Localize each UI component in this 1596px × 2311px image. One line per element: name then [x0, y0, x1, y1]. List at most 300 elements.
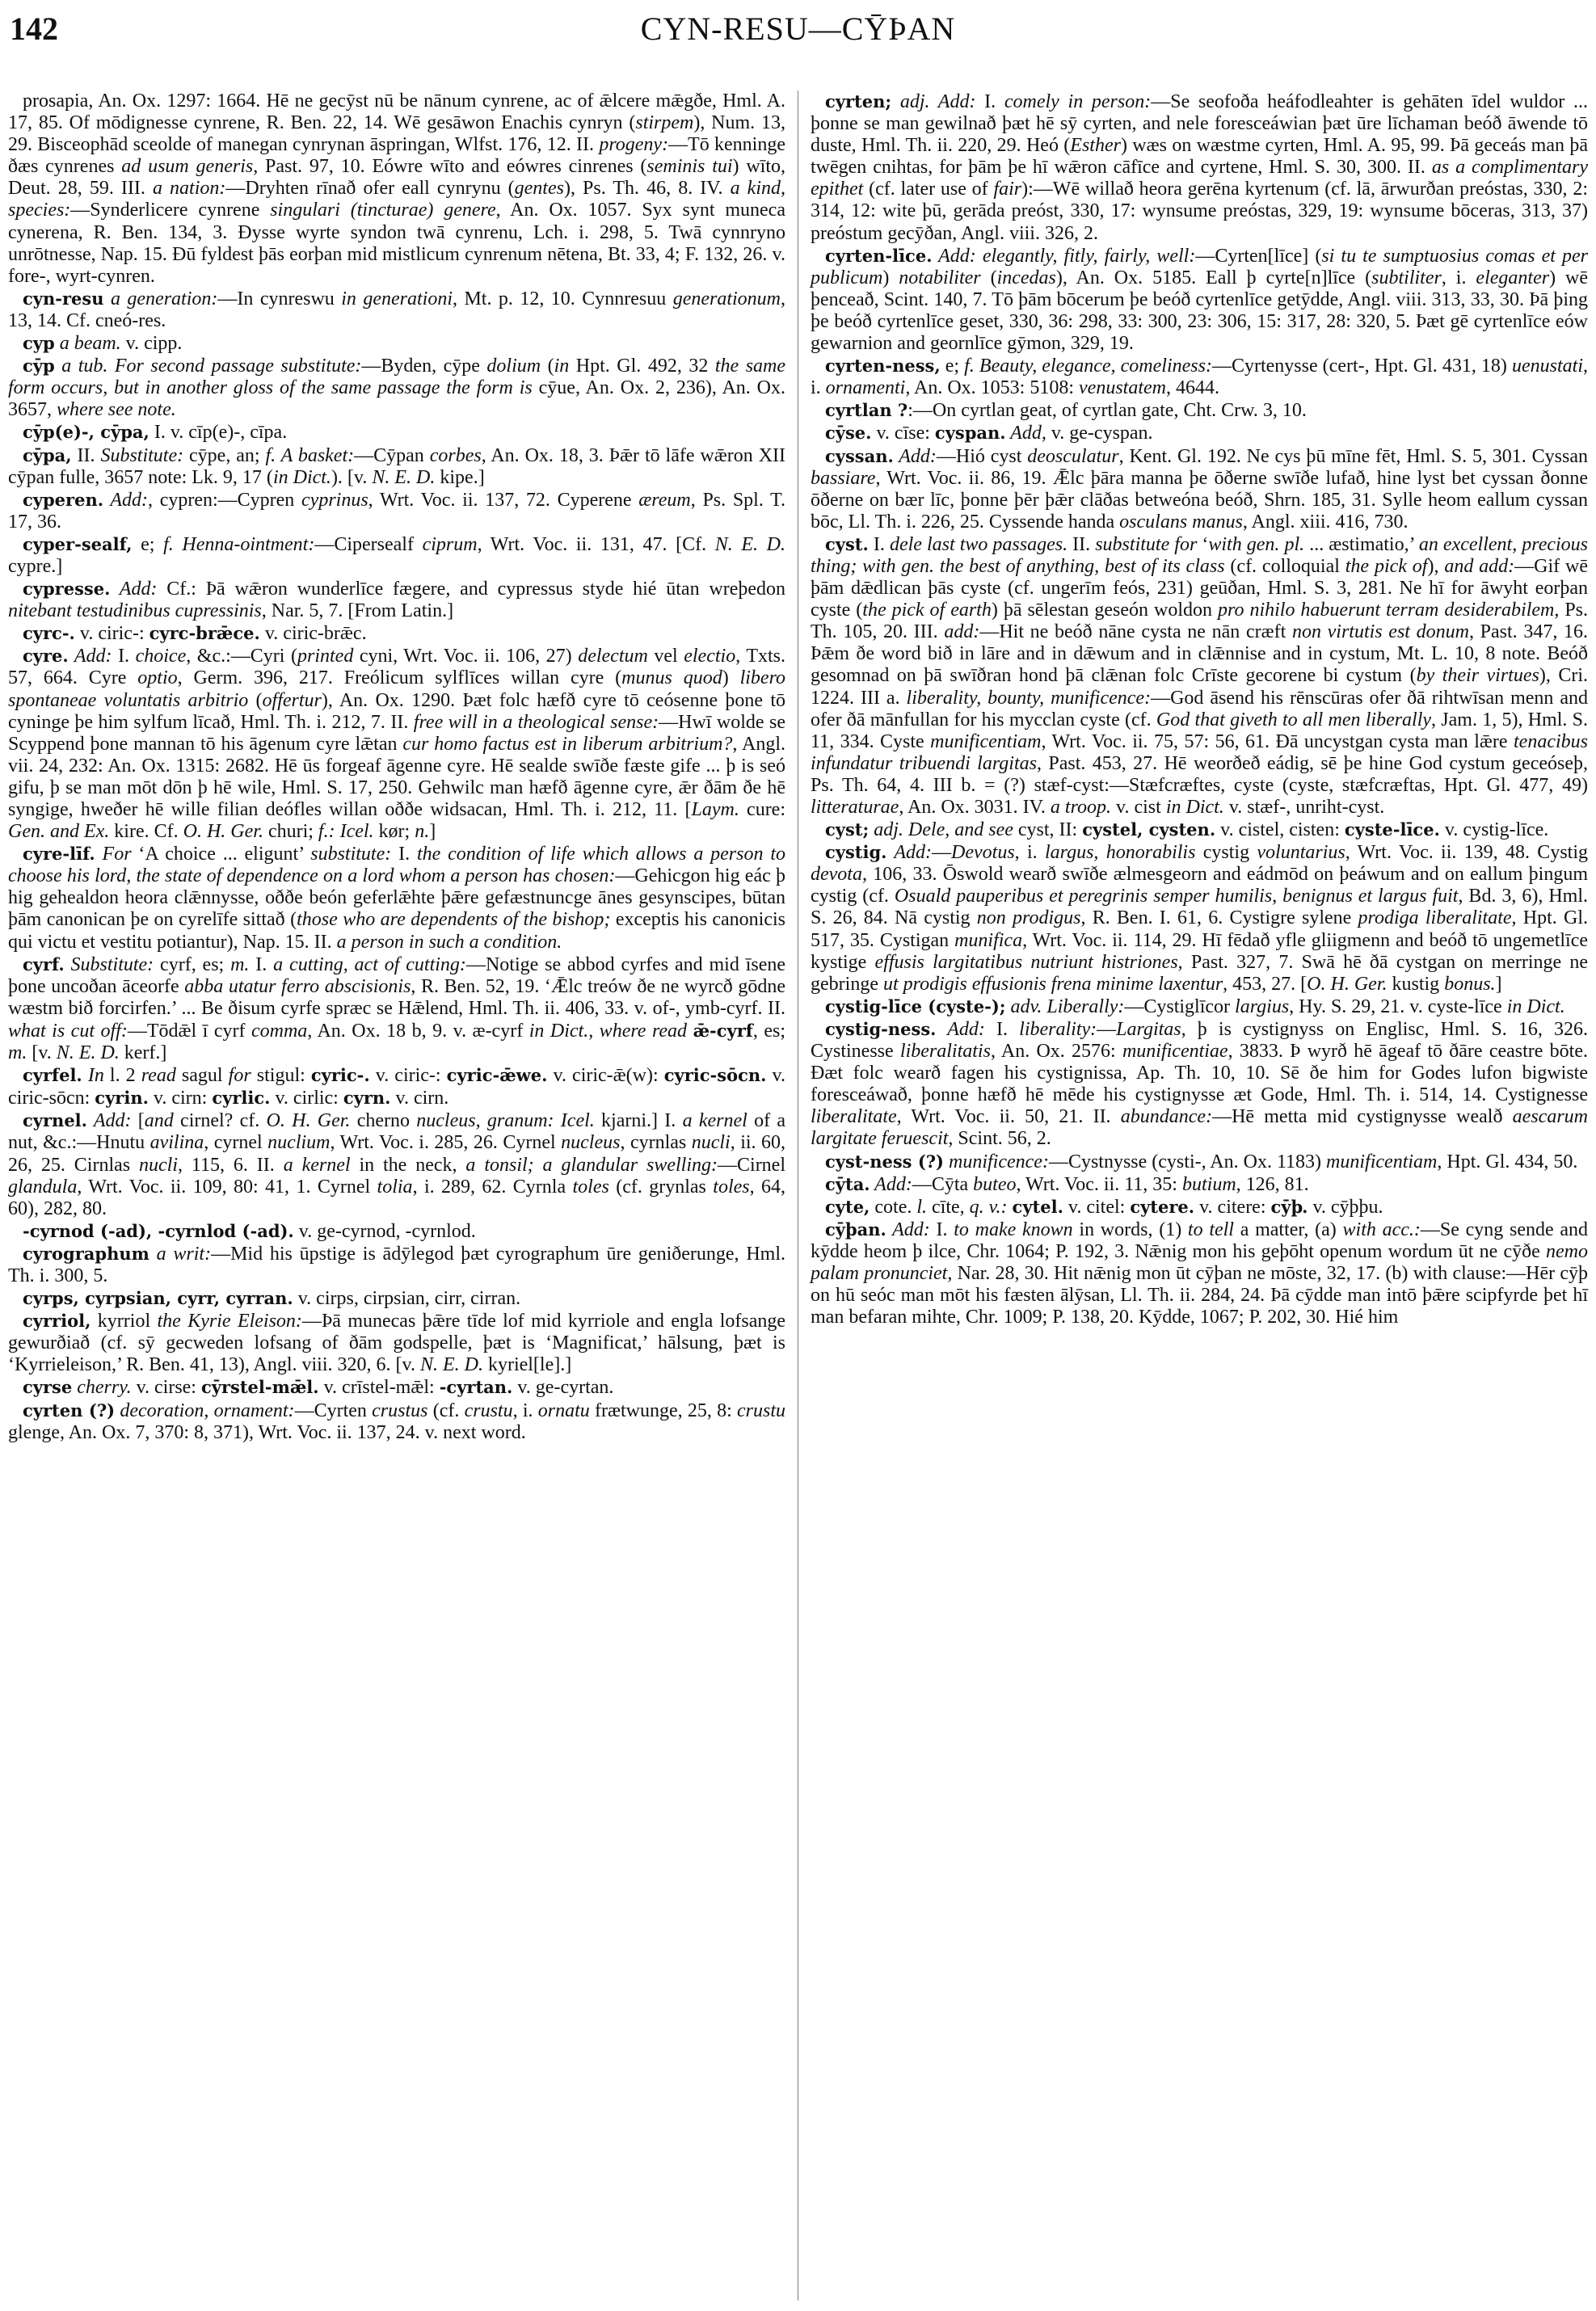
entry-text: cherno: [350, 1110, 417, 1132]
italic-text: Largitas: [1116, 1018, 1181, 1040]
italic-text: electio: [684, 646, 736, 667]
italic-text: nuclium: [267, 1132, 331, 1154]
italic-text: Laym.: [691, 799, 739, 820]
entry-text: , 4644.: [1166, 377, 1219, 399]
italic-text: munus quod: [621, 667, 722, 689]
italic-text: devota: [811, 864, 862, 886]
entry-text: —Gehicgon hig eác þ hig gehealdon heora clǣnnysse, oððe beón geferlǣhte þǣre gefæstnuncge ānes gesynscipes, būtan þām canonican þe on cyrelīfe sittað (: [8, 865, 785, 931]
entry-text: , i.: [512, 1400, 538, 1421]
italic-text: prodiga liberalitate: [1358, 907, 1512, 929]
entry-text: , 3833. Þ wyrð hē āgeaf tō ðāre ceastre bōte. Ðæt folc wearð fagen his cystignissa, Ap. Th. 10, 10. Sē ðe him for Godes lufon bigwiste foresceáwað, þonne hæfð hē mēde his cystignysse æt Gode, Hml. Th. i. 514, 14. Cystignesse: [811, 1041, 1589, 1106]
dictionary-entry: [811, 1151, 1588, 1173]
entry-text: v. cirps, cirpsian, cirr, cirran.: [293, 1288, 521, 1310]
italic-text: avilina: [149, 1132, 204, 1154]
entry-text: —Tōdǣl ī cyrf: [127, 1020, 251, 1042]
headword: cȳþan.: [825, 1219, 886, 1240]
dictionary-entry: [8, 489, 785, 533]
entry-text: cirnel? cf.: [173, 1110, 267, 1132]
italic-text: a person in such a condition.: [336, 931, 562, 953]
italic-text: aescarum largitate feruescit: [811, 1106, 1588, 1150]
italic-text: fair: [993, 179, 1022, 200]
headword: cyrps, cyrpsian, cyrr, cyrran.: [23, 1288, 293, 1309]
italic-text: where see note.: [57, 399, 176, 421]
entry-text: v. ge-cyrnod, -cyrnlod.: [293, 1220, 476, 1242]
italic-text: bassiare: [811, 467, 876, 489]
italic-text: a beam.: [54, 333, 121, 355]
entry-text: prosapia: [23, 91, 89, 112]
italic-text: munifica: [954, 929, 1023, 951]
italic-text: Add:: [886, 842, 933, 864]
italic-text: nucleus, granum: Icel.: [416, 1110, 595, 1132]
entry-text: —Hió cyst: [936, 445, 1028, 467]
italic-text: Add,: [1005, 423, 1046, 444]
entry-text: ) wē þenceað, Scint. 140, 7. Tō þām bōcerum þe beóð cyrtenlīce getȳdde, Angl. viii. 313, 33, 30. Þā þing þe beóð cyrtenlīce geset, 330, 36: 298, 33: 300, 23: 306, 15: 317, 28: 320, 5. Þæt gē cyrtenlīce eów gewarnion and geornlīce gȳmon, 329, 19.: [811, 267, 1588, 355]
entry-text: vel: [647, 646, 684, 667]
headword: cystig-ness.: [825, 1018, 937, 1039]
headword: cȳrstel-mǣl.: [200, 1377, 319, 1398]
entry-text: cystig: [1195, 842, 1257, 864]
entry-text: , ii. 60, 26, 25. Cirnlas: [8, 1132, 785, 1176]
entry-text: ) wæs on wæstme cyrten, Hml. A. 95, 99. Þā geceás man þā twēgen cnihtas, for þām þe hī wǣron cāfīce and cyrtene, Hml. S. 30, 300. II.: [811, 135, 1588, 179]
entry-text: —Cyrten[līce] (: [1195, 245, 1322, 267]
entry-text: (: [541, 356, 554, 377]
italic-text: a kind, species:: [8, 178, 785, 221]
entry-text: , 115, 6. II.: [178, 1154, 284, 1176]
italic-text: ornamenti: [825, 377, 906, 399]
dictionary-entry: [8, 645, 785, 843]
italic-text: Add:: [68, 646, 112, 667]
headword: cyric-ǣwe.: [446, 1065, 548, 1086]
italic-text: Substitute:: [100, 444, 184, 466]
entry-text: , cypren:—Cypren: [147, 489, 302, 511]
entry-text: v. cīse:: [871, 423, 935, 444]
entry-text: , 64, 60), 282, 80.: [8, 1176, 785, 1219]
italic-text: uenustati: [1512, 356, 1583, 377]
italic-text: a tub. For second passage substitute:: [54, 356, 362, 377]
entry-text: —In cynreswu: [217, 288, 342, 309]
italic-text: Add:: [870, 1173, 912, 1195]
entry-text: —Synderlicere cynrene: [70, 200, 271, 221]
entry-text: —Hwī wolde se Scyppend þone mannan tō his āgenum cyre lǣtan: [8, 711, 785, 755]
italic-text: largius: [1235, 996, 1290, 1017]
italic-text: progeny:: [599, 134, 669, 156]
italic-text: adj. Dele, and see: [869, 819, 1013, 841]
italic-text: f.: Icel.: [318, 821, 374, 843]
dictionary-entry: [811, 1219, 1588, 1328]
headword: -cyrtan.: [439, 1377, 513, 1398]
entry-text: kire. Cf.: [109, 821, 183, 843]
entry-text: , Wrt. Voc. ii. 86, 19. Ǣlc þāra manna þe ōðerne swīðe lufað, hine lyst bet cyssan ðonne ōðerne on bær līc, þonne þēr þǣr clāðas betweóna beóð, Shrn. 185, 31. Sylle heom eallum cyssan bōc, Ll. Th. i. 226, 25. Cyssende handa: [811, 467, 1588, 532]
headword: cyric-.: [310, 1065, 370, 1086]
entry-text: ‘: [1197, 533, 1209, 555]
italic-text: n.: [415, 821, 430, 843]
italic-text: ad usum generis: [121, 156, 254, 178]
italic-text: nitebant testudinibus cupressinis: [8, 600, 262, 622]
entry-text: , cyrnel: [204, 1132, 268, 1154]
italic-text: voluntarius: [1257, 842, 1345, 864]
italic-text: offertur: [262, 689, 322, 711]
italic-text: an excellent, precious thing; with gen. the best of anything, best of its class: [811, 533, 1589, 577]
entry-text: —Byden, cȳpe: [361, 356, 487, 377]
italic-text: q. v.:: [969, 1196, 1008, 1218]
entry-text: kjarni.] I.: [594, 1110, 683, 1132]
entry-text: v. citel:: [1063, 1196, 1131, 1218]
italic-text: toles: [572, 1176, 609, 1198]
italic-text: delectum: [578, 646, 648, 667]
entry-text: I.: [249, 953, 274, 975]
italic-text: Add:: [86, 1110, 132, 1132]
entry-text: —Gif wē þām dǣdlican þās cyste (cf. ungerīm feós, 231) geūðan, Hml. S. 3, 281. Ne hī for āwyht eorþan cyste (: [811, 555, 1589, 621]
entry-text: Cf.: Þā wǣron wunderlīce fægere, and cypressus styde hié ūtan wreþedon: [157, 579, 786, 600]
italic-text: toles: [713, 1176, 750, 1198]
italic-text: liberality:: [1019, 1018, 1097, 1040]
entry-text: sagul: [175, 1065, 229, 1087]
entry-text: [687, 1021, 693, 1042]
italic-text: O. H. Ger.: [183, 821, 263, 843]
italic-text: eleganter: [1476, 267, 1550, 288]
headword: cyrn.: [343, 1088, 391, 1109]
entry-text: kør;: [373, 821, 415, 843]
entry-text: , Wrt. Voc. ii. 114, 29. Hī fēdað yfle gliigmenn and beóð tō ungemetlīce kystige: [811, 929, 1588, 973]
entry-text: cyni, Wrt. Voc. ii. 106, 27): [353, 646, 579, 667]
italic-text: generationum: [672, 288, 781, 309]
italic-text: Osuald pauperibus et peregrinis semper humilis, benignus et largus fuit: [894, 886, 1459, 907]
entry-text: , Bd. 3, 6), Hml. S. 26, 84. Nā cystig: [811, 886, 1588, 929]
italic-text: Esther: [1070, 135, 1121, 157]
entry-text: cypre.]: [8, 555, 63, 577]
italic-text: read: [141, 1065, 176, 1087]
italic-text: incedas: [996, 267, 1056, 288]
entry-text: ): [882, 267, 899, 288]
italic-text: singulari (tincturae) genere: [270, 200, 496, 221]
headword: cȳp: [23, 356, 55, 377]
headword: cȳþ.: [1270, 1196, 1308, 1217]
italic-text: a cutting, act of cutting:: [273, 953, 466, 975]
dictionary-entry: [8, 1376, 785, 1399]
italic-text: dolium: [486, 356, 541, 377]
headword: cyrc-brǣce.: [149, 623, 260, 644]
italic-text: f. A basket:: [265, 444, 355, 466]
entry-text: I.: [112, 646, 136, 667]
headword: cyrnel.: [23, 1110, 87, 1131]
entry-text: glenge, An. Ox. 7, 370: 8, 371), Wrt. Voc. ii. 137, 24. v. next word.: [8, 1421, 526, 1443]
dictionary-entry: [8, 332, 785, 355]
italic-text: the Kyrie Eleison:: [157, 1311, 302, 1332]
headword: ǣ-cyrf: [693, 1020, 753, 1041]
italic-text: cyprinus: [301, 489, 368, 511]
entry-text: —Cipersealf: [314, 533, 423, 555]
entry-text: II.: [1068, 533, 1096, 555]
entry-text: —Cystiglīcor: [1124, 996, 1236, 1017]
dictionary-entry: [8, 1400, 785, 1444]
entry-text: in the neck,: [350, 1154, 466, 1176]
headword: cyst;: [825, 819, 870, 840]
italic-text: N. E. D.: [419, 1354, 483, 1376]
entry-text: ) þā sēlestan geseón woldon: [991, 600, 1219, 621]
italic-text: Add:: [893, 445, 937, 467]
italic-text: choice: [135, 646, 187, 667]
left-column: [8, 91, 785, 1444]
italic-text: tenacibus infundatur tribuendi largitas: [811, 730, 1588, 774]
italic-text: stirpem: [635, 112, 694, 134]
dictionary-entry: [8, 953, 785, 1064]
headword: cȳta.: [825, 1173, 870, 1194]
entry-text: , An. Ox. 1297: 1664. Hē ne gecȳst nū be nānum cynrene, ac of ǣlcere mǣgðe, Hml. A. 17, 85. Of mōdignesse cynrene, R. Ben. 22, 14. Wē gesāwon Enachis cynryn (: [8, 91, 785, 134]
dictionary-entry: [8, 533, 785, 578]
headword: cyrten-ness,: [825, 356, 941, 377]
entry-text: —Hē metta mid cystignysse wealð: [1212, 1106, 1513, 1128]
dictionary-entry: [8, 578, 785, 622]
entry-text: , Wrt. Voc. ii. 131, 47. [Cf.: [477, 533, 715, 555]
entry-text: , &c.:—Cyri (: [186, 646, 297, 667]
italic-text: what is cut off:: [8, 1020, 128, 1042]
entry-text: , Hpt. Gl. 517, 35. Cystigan: [811, 907, 1588, 951]
entry-text: —Cystnysse (cysti-, An. Ox. 1183): [1048, 1151, 1327, 1172]
italic-text: Devotus: [951, 842, 1015, 864]
headword: cyste-līce.: [1344, 819, 1440, 840]
entry-text: , Txts. 57, 664. Cyre: [8, 646, 785, 689]
italic-text: m.: [8, 1042, 27, 1064]
entry-text: cȳue, An. Ox. 2, 236), An. Ox. 3657,: [8, 377, 786, 421]
entry-text: a matter, (a): [1233, 1219, 1343, 1240]
italic-text: free will in a theological sense:: [413, 711, 659, 733]
entry-text: —Se cyng sende and kȳdde heom þ ilce, Chr. 1064; P. 192, 3. Nǣnig mon his geþōht openum wordum ūt ne cȳðe: [811, 1219, 1589, 1262]
entry-text: v. cystig-līce.: [1439, 819, 1549, 841]
entry-text: ), Num. 13, 29. Bisceophād sceolde of manegan cynrynan āspringan, Wlfst. 176, 12. II.: [8, 112, 786, 156]
entry-text: kustig: [1387, 973, 1445, 995]
headword: cyrten-līce.: [825, 245, 933, 266]
italic-text: f. Beauty, elegance, comeliness:: [964, 356, 1212, 377]
right-column: [811, 91, 1588, 1328]
italic-text: the condition of life which allows a person to choose his lord, the state of dependence on a lord whom a person has chosen:: [8, 844, 785, 887]
entry-text: exceptis his canonicis qui victu et vestitu potiantur), Nap. 15. II.: [8, 909, 785, 953]
entry-text: , Jam. 1, 5), Hml. S. 11, 334. Cyste: [811, 709, 1588, 752]
italic-text: crustu: [464, 1400, 513, 1421]
dictionary-entry: [8, 355, 785, 421]
entry-text: , Wrt. Voc. ii. 11, 35:: [1016, 1173, 1182, 1195]
dictionary-entry: [8, 421, 785, 444]
italic-text: Add:: [103, 489, 148, 511]
entry-text: cyrf, es;: [154, 953, 231, 975]
entry-text: v. ge-cyspan.: [1046, 423, 1153, 444]
headword: cyrfel.: [23, 1065, 82, 1086]
dictionary-entry: [8, 1310, 785, 1376]
italic-text: in: [554, 356, 570, 377]
entry-text: ]: [429, 821, 436, 843]
italic-text: for: [228, 1065, 251, 1087]
entry-text: e;: [132, 533, 164, 555]
dictionary-entry: [811, 996, 1588, 1018]
headword: cyrten;: [825, 91, 892, 112]
dictionary-entry: [811, 445, 1588, 533]
dictionary-entry: [8, 1287, 785, 1310]
headword: cyrographum: [23, 1243, 149, 1264]
headword: cyperen.: [23, 489, 104, 510]
dictionary-entry: [811, 1196, 1588, 1219]
italic-text: nucli: [139, 1154, 179, 1176]
entry-text: , Wrt. Voc. ii. 50, 21. II.: [896, 1106, 1121, 1128]
dictionary-entry: [8, 1243, 785, 1287]
headword: cyrf.: [23, 953, 65, 974]
dictionary-entry: [811, 245, 1588, 355]
entry-text: , þ is cystignyss on Englisc, Hml. S. 16, 326. Cystinesse: [811, 1018, 1588, 1063]
entry-text: —Cirnel: [718, 1154, 786, 1176]
entry-text: , R. Ben. I. 61, 6. Cystigre sylene: [1080, 907, 1358, 929]
italic-text: abba utatur ferro abscisionis: [184, 975, 411, 997]
entry-text: , Ps. Spl. T. 17, 36.: [8, 489, 785, 532]
entry-text: , An. Ox. 18 b, 9. v. æ-cyrf: [307, 1020, 529, 1042]
entry-text: , R. Ben. 52, 19. ‘Ǣlc treów ðe ne wyrcð gōdne wæstm bið forcirfen.’ ... Be ðisum cyrfe spræc se Hǣlend, Hml. Th. ii. 406, 33. v. of-, ymb-cyrf. II.: [8, 975, 785, 1019]
headword: cyspan.: [934, 423, 1006, 444]
italic-text: a generation:: [103, 288, 218, 309]
entry-text: kipe.]: [435, 466, 485, 488]
entry-text: (: [248, 689, 263, 711]
italic-text: cherry.: [72, 1377, 132, 1399]
italic-text: munificentiae: [1122, 1041, 1228, 1063]
entry-text: , Past. 453, 27. Hē weorðeð eádig, sē þe hine God cystum geceóseþ, Ps. Th. 64, 4. III b. = (?) stæf-cyst:—Stæfcræftes, cyste (cyste, stæfcræftas, Hpt. Gl. 477, 49): [811, 752, 1588, 796]
entry-text: , Wrt. Voc. ii. 109, 80: 41, 1. Cyrnel: [77, 1176, 377, 1198]
entry-text: v. cipp.: [120, 333, 183, 355]
italic-text: largus, honorabilis: [1044, 842, 1196, 864]
dictionary-entry: [811, 841, 1588, 996]
headword: cyper-sealf,: [23, 533, 133, 554]
italic-text: corbes: [429, 444, 482, 466]
italic-text: in Dict.: [1506, 996, 1565, 1017]
italic-text: decoration, ornament:: [115, 1400, 295, 1421]
italic-text: non virtutis est donum: [1291, 621, 1469, 643]
italic-text: a troop.: [1050, 797, 1112, 818]
entry-text: —Notige se abbod cyrfes and mid īsene þone uncoðan āceorfe: [8, 953, 786, 997]
entry-text: , Past. 327, 7. Swā hē ðā cystgan on merringe ne gebringe: [811, 951, 1589, 995]
dictionary-entry: [8, 288, 785, 332]
entry-text: e;: [940, 356, 965, 377]
entry-text: , i.: [811, 356, 1588, 399]
dictionary-entry: [8, 444, 785, 489]
dictionary-entry: [811, 1018, 1588, 1151]
entry-text: , Germ. 396, 217. Freólicum sylflīces willan cyre (: [177, 667, 622, 689]
italic-text: the same form occurs, but in another gloss of the same passage the form is: [8, 356, 786, 399]
entry-text: , Mt. p. 12, 10. Cynnresuu: [453, 288, 673, 309]
entry-text: , Scint. 56, 2.: [948, 1128, 1051, 1150]
entry-text: v. crīstel-mǣl:: [318, 1377, 440, 1399]
entry-text: —: [1097, 1018, 1117, 1040]
entry-text: , Past. 97, 10. Eówre wīto and eówres cinrenes (: [253, 156, 647, 178]
entry-text: , An. Ox. 18, 3. Þǣr tō lāfe wǣron XII cȳpan fulle, 3657 note: Lk. 9, 17 (: [8, 444, 786, 488]
italic-text: seminis tui: [646, 156, 733, 178]
entry-text: [v.: [27, 1042, 57, 1064]
italic-text: f. Henna-ointment:: [163, 533, 315, 555]
entry-text: ):—Wē willað heora gerēna kyrtenum (cf. lā, ārwurðan preóstas, 330, 2: 314, 12: wite þū, gerāda preóst, 330, 17: wynsume preóstas, 329, 19: wynsume bōceras, 313, 37) preóstum gecȳðan, Angl. viii. 326, 2.: [811, 179, 1588, 244]
italic-text: O. H. Ger.: [266, 1110, 351, 1132]
entry-text: (cf. colloquial: [1224, 555, 1345, 577]
entry-text: , Nar. 28, 30. Hit nǣnig mon ūt cȳþan ne mōste, 32, 17. (b) with clause:—Hēr cȳþ on hū seóc man mōt his fæsten ālȳsan, Ll. Th. ii. 284, 24. Þā cȳdde man intō þǣre scipfyrde þet hī man befaran mihte, Chr. 1009; P. 138, 20. Kȳdde, 1067; P. 202, 30. Hié him: [811, 1262, 1589, 1328]
italic-text: with acc.:: [1342, 1219, 1421, 1240]
dictionary-entry: [811, 533, 1588, 819]
italic-text: In: [82, 1065, 104, 1087]
italic-text: printed: [297, 646, 354, 667]
headword: -cyrnod (-ad), -cyrnlod (-ad).: [23, 1220, 294, 1241]
entry-text: cȳpe, an;: [183, 444, 266, 466]
entry-text: ), Cri. 1224. III a.: [811, 665, 1588, 709]
entry-text: , es;: [752, 1020, 786, 1042]
entry-text: , Wrt. Voc. ii. 75, 57: 56, 61. Ðā uncystgan cysta man lǣre: [1041, 730, 1514, 752]
entry-text: , An. Ox. 2576:: [990, 1041, 1122, 1063]
entry-text: —Cyrten: [294, 1400, 373, 1421]
italic-text: in Dict., where read: [528, 1020, 688, 1042]
entry-text: v. cirlic:: [270, 1088, 343, 1109]
italic-text: those who are dependents of the bishop;: [297, 909, 611, 931]
entry-text: v. cȳþþu.: [1308, 1196, 1383, 1218]
italic-text: munificentiam: [930, 730, 1042, 752]
italic-text: Add:: [110, 579, 158, 600]
entry-text: (: [980, 267, 997, 288]
italic-text: effusis largitatibus nutriunt histriones: [874, 951, 1178, 973]
italic-text: a writ:: [149, 1243, 212, 1265]
dictionary-entry: [811, 819, 1588, 841]
italic-text: N. E. D.: [56, 1042, 120, 1064]
italic-text: osculans manus: [1119, 511, 1243, 532]
entry-text: v. ciric-sōcn:: [8, 1065, 785, 1109]
entry-text: , Past. 347, 16. Þǣm ðe word bið in lāre and in dǣwum and in clǣnnise and in cystum, Mt. L. 10, 8 note. Beóð gesomnad on þā swīðran hond þā clǣnan folc Crīste gecorene bi cystum (: [811, 621, 1589, 687]
italic-text: liberalitatis: [899, 1041, 991, 1063]
running-head: CYN-RESU—CȲÞAN: [640, 11, 956, 47]
headword: cystel, cysten.: [1082, 819, 1216, 840]
entry-text: , Kent. Gl. 192. Ne cys þū mīne fēt, Hml. S. 5, 301. Cyssan: [1118, 445, 1588, 467]
italic-text: Gen. and Ex.: [8, 821, 110, 843]
italic-text: as a complimentary epithet: [811, 157, 1589, 200]
headword: cyp: [23, 333, 55, 354]
italic-text: N. E. D.: [714, 533, 786, 555]
italic-text: m.: [230, 953, 250, 975]
entry-text: kyriel[le].]: [482, 1354, 572, 1376]
italic-text: a tonsil; a glandular swelling:: [465, 1154, 718, 1176]
entry-text: —Dryhten rīnað ofer eall cynrynu (: [225, 178, 515, 200]
italic-text: For: [95, 844, 132, 865]
entry-text: v. cist: [1111, 797, 1166, 818]
entry-text: ), An. Ox. 1290. Þæt folc hæfð cyre tō ceósenne þone tō cyninge þe him sylfum līcað, Hml. Th. i. 212, 7. II.: [8, 689, 785, 733]
italic-text: munificence:: [944, 1151, 1049, 1172]
entry-text: kerf.]: [119, 1042, 167, 1064]
headword: cypresse.: [23, 579, 111, 600]
dictionary-entry: [811, 1173, 1588, 1196]
italic-text: the pick of earth: [862, 600, 992, 621]
italic-text: venustatem: [1079, 377, 1166, 399]
entry-text: , 106, 33. Ōswold wearð swīðe ælmesgeorn and eádmōd on þeáwum and on eallum þingum cystig (cf.: [811, 864, 1588, 907]
entry-text: , i. 289, 62. Cyrnla: [412, 1176, 573, 1198]
entry-text: , 13, 14. Cf. cneó-res.: [8, 288, 785, 331]
headword: cyrlic.: [212, 1088, 271, 1109]
italic-text: abundance:: [1120, 1106, 1213, 1128]
entry-text: , Nar. 5, 7. [From Latin.]: [261, 600, 454, 622]
entry-text: v. citere:: [1194, 1196, 1271, 1218]
entry-text: , Wrt. Voc. i. 285, 26. Cyrnel: [330, 1132, 562, 1154]
entry-text: —Mid his ūpstige is ādȳlegod þæt cyrographum ūre geniðerunge, Hml. Th. i. 300, 5.: [8, 1243, 785, 1286]
italic-text: to make known: [954, 1219, 1073, 1240]
italic-text: liberality, bounty, munificence:: [906, 687, 1152, 709]
entry-text: ]: [1495, 973, 1502, 995]
headword: cyn-resu: [23, 288, 104, 309]
italic-text: in Dict.: [272, 466, 331, 488]
italic-text: si tu te sumptuosius comas et per publicum: [811, 245, 1588, 288]
entry-text: , 126, 81.: [1236, 1173, 1309, 1195]
entry-text: , i.: [1014, 842, 1045, 864]
entry-text: I. v. cīp(e)-, cīpa.: [149, 422, 288, 444]
dictionary-entry: [811, 422, 1588, 444]
entry-text: kyrriol: [91, 1311, 158, 1332]
italic-text: Add:: [886, 1219, 930, 1240]
entry-text: ), An. Ox. 5185. Eall þ cyrte[n]līce (: [1055, 267, 1372, 288]
italic-text: butium: [1181, 1173, 1236, 1195]
